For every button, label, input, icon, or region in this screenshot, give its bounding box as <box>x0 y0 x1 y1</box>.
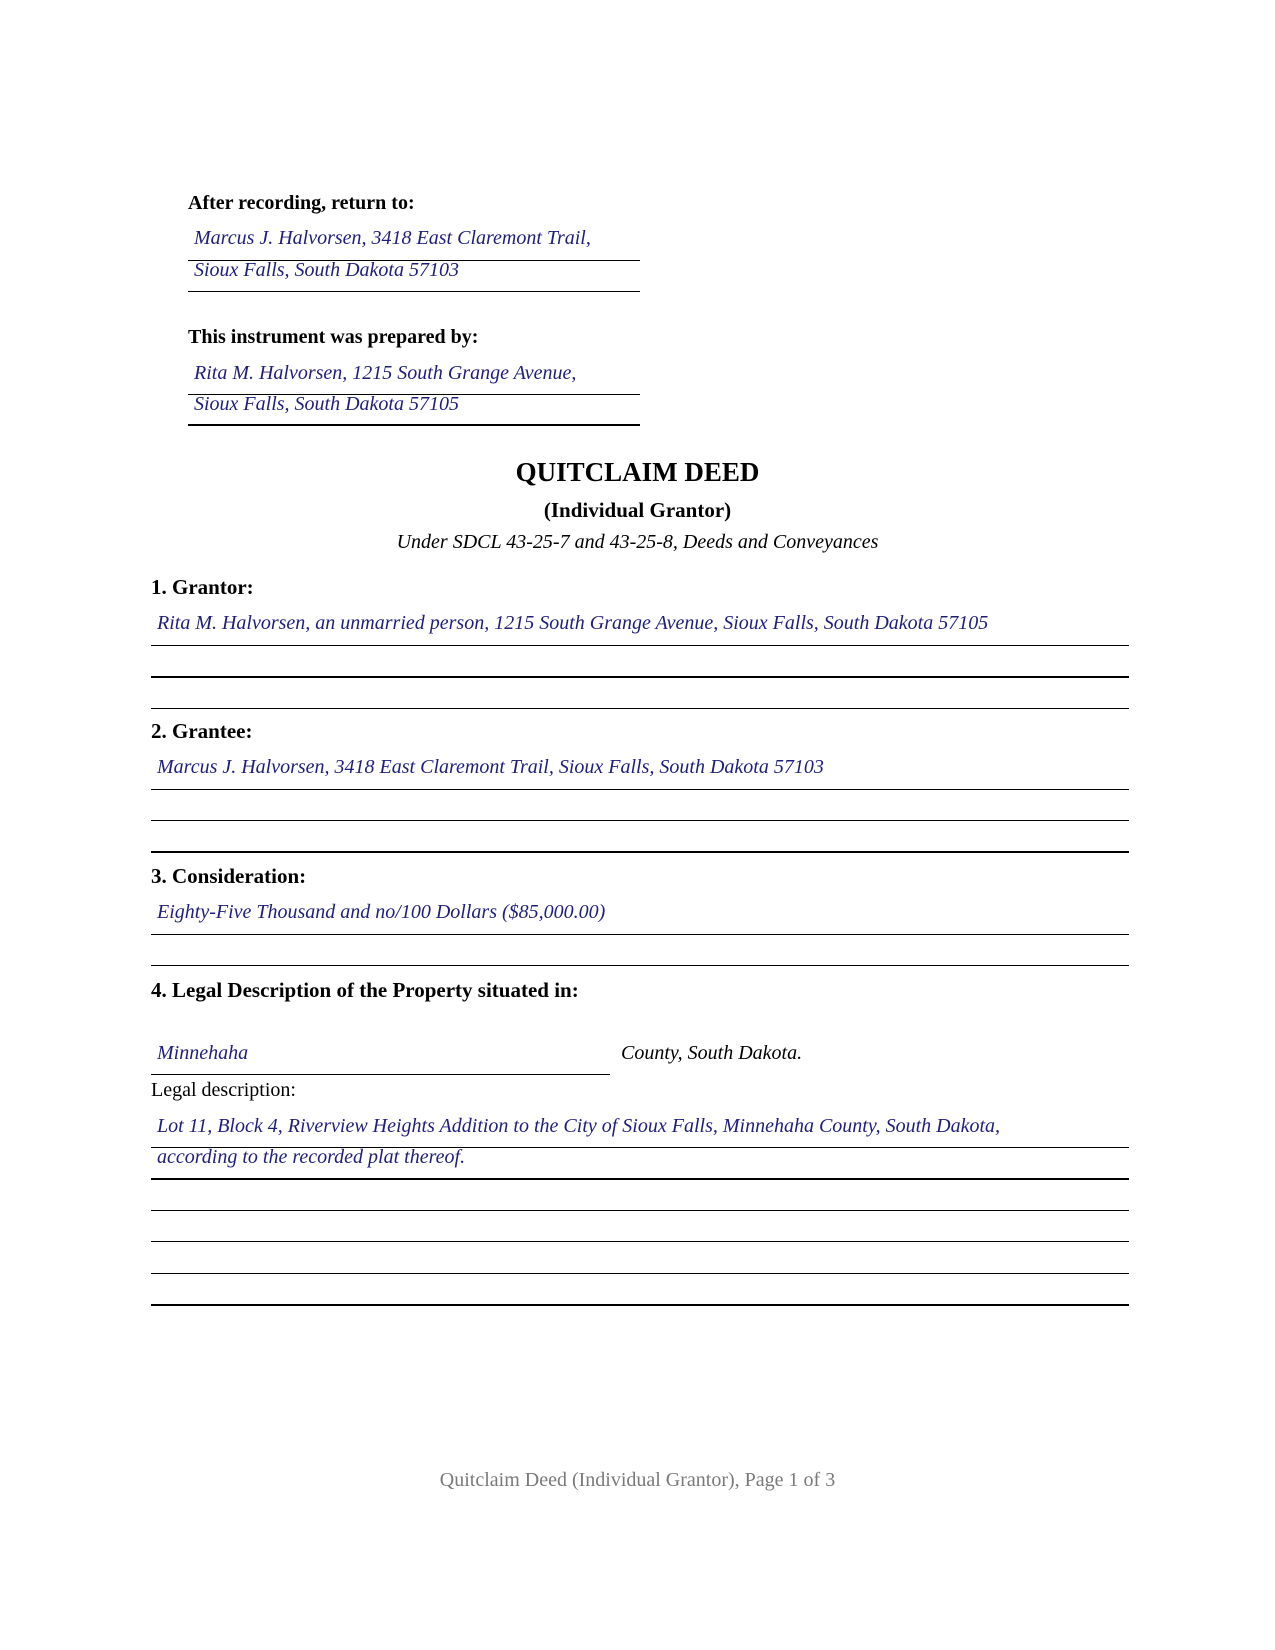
legal-rule-4 <box>151 1241 1129 1242</box>
grantor-rule-1 <box>151 645 1129 646</box>
county-value[interactable]: Minnehaha <box>157 1042 249 1064</box>
legal-description-line-1[interactable]: Lot 11, Block 4, Riverview Heights Addition to the City of Sioux Falls, Minnehaha County, South Dakota, <box>157 1115 1001 1137</box>
legal-heading: 4. Legal Description of the Property situated in: <box>151 978 579 1002</box>
consideration-heading: 3. Consideration: <box>151 864 307 888</box>
grantor-heading: 1. Grantor: <box>151 575 254 599</box>
statute-reference: Under SDCL 43-25-7 and 43-25-8, Deeds and Conveyances <box>396 531 879 553</box>
legal-rule-6 <box>151 1304 1129 1306</box>
grantee-heading: 2. Grantee: <box>151 719 253 743</box>
return-to-line-2-rule <box>188 291 640 292</box>
return-to-line-2[interactable]: Sioux Falls, South Dakota 57103 <box>194 259 459 281</box>
legal-rule-5 <box>151 1273 1129 1274</box>
prepared-by-heading: This instrument was prepared by: <box>188 326 479 348</box>
county-suffix: County, South Dakota. <box>621 1042 803 1064</box>
legal-description-line-2[interactable]: according to the recorded plat thereof. <box>157 1146 466 1168</box>
page-footer: Quitclaim Deed (Individual Grantor), Page 1 of 3 <box>439 1469 836 1491</box>
return-to-line-1[interactable]: Marcus J. Halvorsen, 3418 East Claremont Trail, <box>194 227 591 249</box>
consideration-value[interactable]: Eighty-Five Thousand and no/100 Dollars ($85,000.00) <box>157 901 606 923</box>
grantor-value[interactable]: Rita M. Halvorsen, an unmarried person, 1215 South Grange Avenue, Sioux Falls, South Dakota 57105 <box>157 612 989 634</box>
grantee-value[interactable]: Marcus J. Halvorsen, 3418 East Claremont Trail, Sioux Falls, South Dakota 57103 <box>157 756 824 778</box>
legal-rule-2 <box>151 1178 1129 1180</box>
grantor-rule-2 <box>151 676 1129 678</box>
prepared-by-line-2-rule <box>188 424 640 426</box>
legal-description-label: Legal description: <box>151 1079 296 1101</box>
prepared-by-line-2[interactable]: Sioux Falls, South Dakota 57105 <box>194 393 459 415</box>
prepared-by-line-1[interactable]: Rita M. Halvorsen, 1215 South Grange Avenue, <box>194 362 577 384</box>
return-to-heading: After recording, return to: <box>188 192 415 214</box>
document-subtitle: (Individual Grantor) <box>543 498 732 522</box>
county-rule <box>151 1074 610 1075</box>
document-title: QUITCLAIM DEED <box>515 457 760 487</box>
legal-rule-3 <box>151 1210 1129 1211</box>
grantee-rule-2 <box>151 820 1129 821</box>
consideration-rule-2 <box>151 965 1129 966</box>
grantor-rule-3 <box>151 708 1129 709</box>
grantee-rule-3 <box>151 851 1129 853</box>
grantee-rule-1 <box>151 789 1129 790</box>
consideration-rule-1 <box>151 934 1129 935</box>
